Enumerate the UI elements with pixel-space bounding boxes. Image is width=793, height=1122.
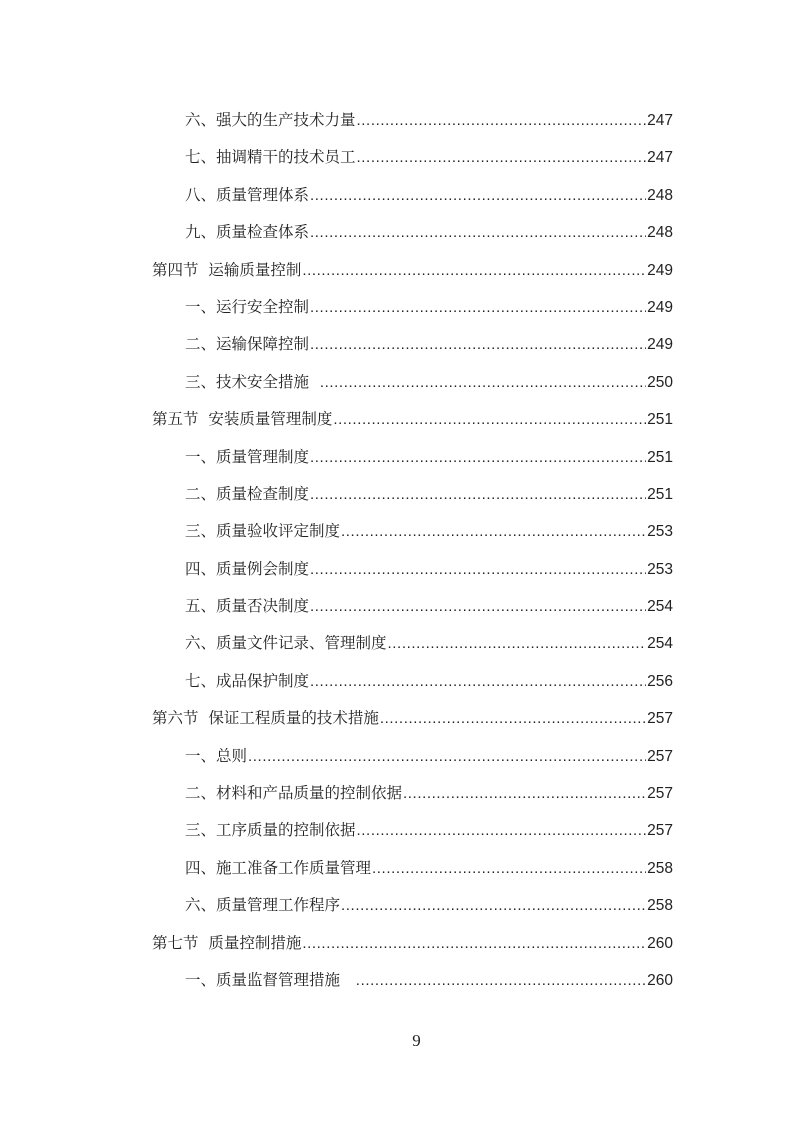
toc-entry-title: 一、质量管理制度	[185, 447, 310, 466]
toc-entry-title: 六、质量管理工作程序	[185, 896, 341, 915]
dot-leader	[380, 708, 646, 730]
toc-entry-page: 257	[647, 785, 673, 803]
dot-leader	[302, 260, 646, 282]
toc-entry-title: 二、材料和产品质量的控制依据	[185, 784, 403, 803]
dot-leader	[310, 334, 646, 356]
dot-leader	[341, 521, 646, 543]
toc-entry-page: 248	[647, 224, 673, 242]
toc-entry-title: 三、工序质量的控制依据	[185, 821, 356, 840]
toc-subsection-entry[interactable]	[152, 109, 673, 146]
toc-subsection-entry[interactable]	[152, 819, 673, 856]
page-number: 9	[412, 1031, 421, 1050]
dot-leader	[333, 409, 646, 431]
dot-leader	[388, 633, 647, 655]
dot-leader	[320, 372, 646, 394]
toc-entry-title: 一、运行安全控制	[185, 297, 310, 316]
toc-section-entry[interactable]	[152, 259, 673, 296]
toc-entry-page: 249	[647, 298, 673, 316]
toc-entry-title: 四、质量例会制度	[185, 559, 310, 578]
toc-subsection-entry[interactable]	[152, 184, 673, 221]
toc-entry-title: 三、质量验收评定制度	[185, 522, 341, 541]
toc-subsection-entry[interactable]	[152, 670, 673, 707]
toc-entry-page: 249	[647, 336, 673, 354]
dot-leader	[310, 222, 646, 244]
toc-section-entry[interactable]	[152, 408, 673, 445]
toc-entry-page: 258	[647, 897, 673, 915]
toc-entry-title: 六、质量文件记录、管理制度	[185, 634, 387, 653]
dot-leader	[357, 820, 647, 842]
table-of-contents	[152, 109, 673, 1006]
dot-leader	[372, 858, 646, 880]
toc-entry-title: 七、抽调精干的技术员工	[185, 148, 356, 167]
toc-entry-title: 五、质量否决制度	[185, 597, 310, 616]
toc-entry-title: 第五节 安装质量管理制度	[152, 410, 333, 429]
toc-subsection-entry[interactable]	[152, 595, 673, 632]
toc-entry-page: 257	[647, 710, 673, 728]
toc-entry-page: 247	[647, 112, 673, 129]
dot-leader	[310, 671, 646, 693]
toc-entry-title: 二、质量检查制度	[185, 484, 310, 503]
toc-subsection-entry[interactable]	[152, 296, 673, 333]
toc-entry-page: 260	[647, 934, 673, 952]
toc-entry-page: 257	[647, 747, 673, 765]
toc-subsection-entry[interactable]	[152, 333, 673, 370]
toc-section-entry[interactable]	[152, 932, 673, 969]
toc-entry-page: 254	[647, 635, 673, 653]
dot-leader	[310, 559, 646, 581]
toc-subsection-entry[interactable]	[152, 632, 673, 669]
dot-leader	[248, 746, 646, 768]
toc-entry-page: 248	[647, 186, 673, 204]
dot-leader	[356, 970, 646, 992]
toc-subsection-entry[interactable]	[152, 745, 673, 782]
dot-leader	[310, 185, 646, 207]
toc-entry-page: 254	[647, 598, 673, 616]
toc-entry-title: 三、技术安全措施	[185, 372, 319, 391]
toc-entry-title: 一、总则	[185, 746, 248, 765]
dot-leader	[403, 783, 646, 805]
toc-section-entry[interactable]	[152, 707, 673, 744]
toc-subsection-entry[interactable]	[152, 782, 673, 819]
toc-subsection-entry[interactable]	[152, 221, 673, 258]
dot-leader	[310, 484, 646, 506]
toc-entry-title: 八、质量管理体系	[185, 185, 310, 204]
toc-entry-page: 258	[647, 859, 673, 877]
toc-entry-title: 第七节 质量控制措施	[152, 933, 302, 952]
dot-leader	[341, 895, 646, 917]
toc-entry-page: 247	[647, 149, 673, 167]
toc-entry-page: 256	[647, 672, 673, 690]
toc-subsection-entry[interactable]	[152, 371, 673, 408]
toc-subsection-entry[interactable]	[152, 857, 673, 894]
toc-entry-page: 253	[647, 560, 673, 578]
toc-subsection-entry[interactable]	[152, 483, 673, 520]
toc-entry-title: 四、施工准备工作质量管理	[185, 858, 372, 877]
dot-leader	[310, 447, 646, 469]
toc-subsection-entry[interactable]	[152, 446, 673, 483]
toc-entry-title: 七、成品保护制度	[185, 671, 310, 690]
dot-leader	[302, 933, 646, 955]
toc-entry-page: 260	[647, 971, 673, 989]
toc-entry-title: 第四节 运输质量控制	[152, 260, 302, 279]
toc-entry-title: 一、质量监督管理措施	[185, 970, 355, 989]
dot-leader	[310, 297, 646, 319]
toc-entry-page: 251	[647, 448, 673, 466]
toc-entry-title: 第六节 保证工程质量的技术措施	[152, 709, 379, 728]
toc-subsection-entry[interactable]	[152, 520, 673, 557]
toc-entry-title: 九、质量检查体系	[185, 223, 310, 242]
toc-subsection-entry[interactable]	[152, 894, 673, 931]
toc-subsection-entry[interactable]	[152, 558, 673, 595]
toc-entry-page: 251	[647, 411, 673, 429]
dot-leader	[310, 596, 646, 618]
toc-entry-page: 249	[647, 261, 673, 279]
toc-entry-title: 六、强大的生产技术力量	[185, 111, 356, 129]
toc-subsection-entry[interactable]	[152, 969, 673, 1006]
dot-leader	[357, 147, 647, 169]
toc-entry-page: 257	[647, 822, 673, 840]
toc-entry-page: 250	[647, 373, 673, 391]
toc-entry-page: 251	[647, 485, 673, 503]
toc-entry-title: 二、运输保障控制	[185, 335, 310, 354]
dot-leader	[357, 110, 647, 132]
toc-entry-page: 253	[647, 523, 673, 541]
toc-subsection-entry[interactable]	[152, 146, 673, 183]
